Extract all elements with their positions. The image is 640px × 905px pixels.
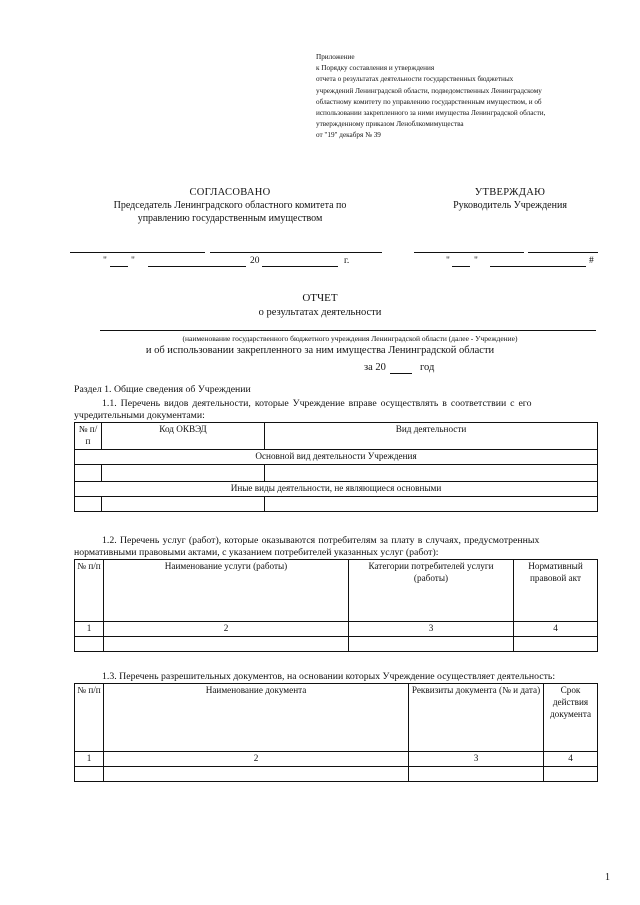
cell-empty[interactable] <box>104 637 349 652</box>
p11-line2: учредительными документами: <box>74 410 205 421</box>
cell-empty[interactable] <box>75 767 104 782</box>
appendix-line: учреждений Ленинградской области, подведомственных Ленинградскому <box>316 86 542 95</box>
approval-approve-heading: УТВЕРЖДАЮ <box>474 187 546 198</box>
date-quote-close-right: " <box>474 256 478 266</box>
date-year-prefix: 20 <box>250 256 260 266</box>
property-line: и об использовании закрепленного за ним имущества Ленинградской области <box>145 345 495 356</box>
col-number: 4 <box>514 622 598 637</box>
permits-table <box>74 683 598 782</box>
col-consumer-category-header: Категории потребителей услуги (работы) <box>349 560 514 622</box>
signature-name-line[interactable] <box>210 252 382 253</box>
report-subtitle: о результатах деятельности <box>258 307 382 318</box>
year-suffix: год <box>420 362 435 373</box>
date-quote-open: " <box>103 256 107 266</box>
col-okved-header: Код ОКВЭД <box>102 423 265 450</box>
cell-empty[interactable] <box>75 497 102 512</box>
cell-empty[interactable] <box>75 465 102 482</box>
cell-empty[interactable] <box>75 637 104 652</box>
section1-heading: Раздел 1. Общие сведения об Учреждении <box>74 384 251 395</box>
col-no-header: № п/п <box>75 560 104 622</box>
approval-agreed-line: Председатель Ленинградского областного комитета по <box>113 200 347 211</box>
date-quote-open-right: " <box>446 256 450 266</box>
hash-mark: # <box>589 256 594 266</box>
appendix-line: от "19" декабря № 39 <box>316 131 381 140</box>
date-year-line[interactable] <box>262 266 338 267</box>
row-main-activity: Основной вид деятельности Учреждения <box>75 450 598 465</box>
report-title: ОТЧЕТ <box>302 292 338 304</box>
cell-empty[interactable] <box>514 637 598 652</box>
cell-empty[interactable] <box>409 767 544 782</box>
col-activity-header: Вид деятельности <box>265 423 598 450</box>
appendix-line: областному комитету по управлению государственным имуществом, и об <box>316 97 542 106</box>
report-year-line[interactable] <box>390 373 412 374</box>
col-no-header: № п/п <box>75 423 102 450</box>
signature-line-right[interactable] <box>414 252 524 253</box>
col-document-details-header: Реквизиты документа (№ и дата) <box>409 684 544 752</box>
activities-table <box>74 422 598 512</box>
col-service-name-header: Наименование услуги (работы) <box>104 560 349 622</box>
appendix-line: утвержденному приказом Леноблкомимущества <box>316 120 464 129</box>
appendix-line: к Порядку составления и утверждения <box>316 64 435 73</box>
col-number: 3 <box>409 752 544 767</box>
p11-line1: 1.1. Перечень видов деятельности, которые Учреждение вправе осуществлять в соответствии с его <box>102 398 532 409</box>
date-month-line-right[interactable] <box>490 266 586 267</box>
col-validity-header: Срок действия документа <box>544 684 598 752</box>
cell-empty[interactable] <box>544 767 598 782</box>
page-number: 1 <box>605 872 610 883</box>
approval-approve-line: Руководитель Учреждения <box>453 200 567 211</box>
approval-agreed-line: управлению государственным имуществом <box>137 213 323 224</box>
p12-line1: 1.2. Перечень услуг (работ), которые оказываются потребителям за плату в случаях, предусмотренных <box>102 535 540 546</box>
appendix-note <box>316 52 606 142</box>
col-number: 2 <box>104 622 349 637</box>
date-year-suffix: г. <box>344 256 350 266</box>
date-day-line[interactable] <box>110 266 128 267</box>
cell-empty[interactable] <box>349 637 514 652</box>
appendix-line: Приложение <box>316 53 355 61</box>
year-prefix: за 20 <box>364 362 386 373</box>
signature-name-line-right[interactable] <box>528 252 598 253</box>
col-number: 3 <box>349 622 514 637</box>
date-day-line-right[interactable] <box>452 266 470 267</box>
cell-empty[interactable] <box>102 465 265 482</box>
appendix-line: отчета о результатах деятельности государственных бюджетных <box>316 75 514 84</box>
p13-line1: 1.3. Перечень разрешительных документов, на основании которых Учреждение осуществляет деятельность: <box>102 671 556 682</box>
approval-approve-block <box>420 186 600 212</box>
cell-empty[interactable] <box>265 465 598 482</box>
col-number: 2 <box>104 752 409 767</box>
col-no-header: № п/п <box>75 684 104 752</box>
col-legal-act-header: Нормативный правовой акт <box>514 560 598 622</box>
row-other-activities: Иные виды деятельности, не являющиеся основными <box>75 482 598 497</box>
p12-line2: нормативными правовыми актами, с указанием потребителей указанных услуг (работ): <box>74 547 439 558</box>
approval-agreed-heading: СОГЛАСОВАНО <box>189 187 271 198</box>
appendix-line: использовании закрепленного за ними имущества Ленинградской области, <box>316 109 546 118</box>
signature-line[interactable] <box>70 252 205 253</box>
cell-empty[interactable] <box>265 497 598 512</box>
services-table <box>74 559 598 652</box>
cell-empty[interactable] <box>102 497 265 512</box>
col-number: 1 <box>75 622 104 637</box>
institution-name-line[interactable] <box>100 330 596 331</box>
approval-agreed-block <box>90 186 370 225</box>
cell-empty[interactable] <box>104 767 409 782</box>
institution-caption: (наименование государственного бюджетного учреждения Ленинградской области (далее - Учреждение) <box>182 334 518 343</box>
col-number: 1 <box>75 752 104 767</box>
date-month-line[interactable] <box>148 266 246 267</box>
col-number: 4 <box>544 752 598 767</box>
col-document-name-header: Наименование документа <box>104 684 409 752</box>
date-quote-close: " <box>131 256 135 266</box>
